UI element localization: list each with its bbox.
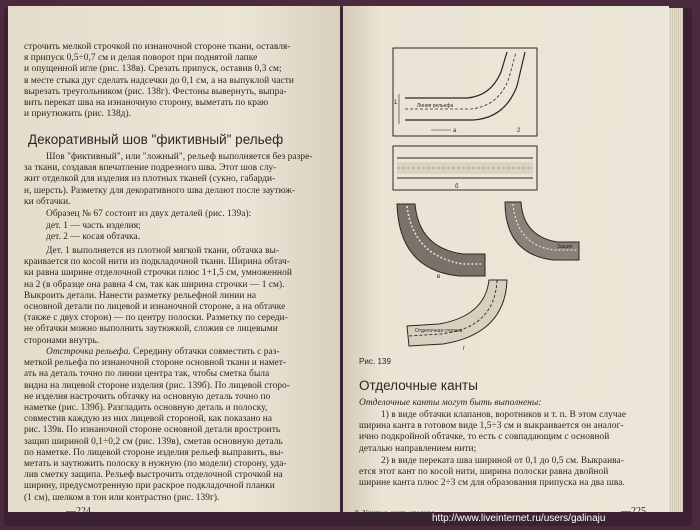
detail-list	[46, 221, 141, 243]
text-line: наметке (рис. 139б). Разгладить основную деталь и полоску,	[24, 403, 268, 414]
text-line: лив сметку защипа. Рельеф выстрочить отделочной строчкой на	[24, 470, 283, 481]
figure-139b	[391, 144, 539, 192]
text-line: строчить мелкой строчкой по изнаночной стороне ткани, оставля-	[24, 42, 291, 52]
text-line: видна на лицевой стороне изделия (рис. 139б). По лицевой сторо-	[24, 380, 290, 391]
text-line: ать на деталь точно по линии центра так, чтобы сметка была	[24, 369, 270, 380]
text-line: совместив каждую из них лицевой стороной, как показано на	[24, 414, 273, 425]
text-line: н, шерсть). Разметку для декоративного шва делают после заутюж-	[24, 185, 296, 196]
intro-paragraph	[24, 42, 324, 120]
kanty-item-1	[359, 410, 659, 455]
text-line: в месте стыка дуг сделать надсечки до 0,1 см, а на выпуклой части	[24, 75, 294, 86]
text-line: Выкроить детали. Нанести разметку рельефной линии на	[24, 290, 257, 301]
text-line: дет. 2 — косая обтачка.	[46, 232, 141, 243]
text-line: меткой рельефа по изнаночной стороне основной ткани и намет-	[24, 358, 287, 369]
sample-line: Образец № 67 состоит из двух деталей (рис. 139а):	[46, 209, 252, 219]
text-line: я припуск 0,5÷0,7 см и делая поворот при поднятой лапке	[24, 53, 258, 64]
page-edges	[669, 8, 683, 512]
figure-label-zaship: Защип	[557, 244, 573, 250]
text-line: ично подкройной обтачке, то есть с совпадающим с основной	[359, 432, 610, 443]
text-line: на 2 (в образце она равна 4 см, так как ширина строчки — 1 см).	[24, 279, 285, 290]
section-heading: Декоративный шов "фиктивный" рельеф	[28, 132, 284, 147]
text-line: основной детали по лицевой и изнаночной стороне, а на обтачке	[24, 302, 286, 313]
text-line: дет. 1 — часть изделия;	[46, 221, 141, 231]
body-paragraph	[24, 152, 324, 208]
text-line: Шов "фиктивный", или "ложный", рельеф выполняется без разре-	[46, 152, 313, 162]
text-line: ки равна ширине отделочной строчки плюс 1+1,5 см, умноженной	[24, 268, 292, 279]
text-line: 2) в виде переката шва шириной от 0,1 до 0,5 см. Выкраива-	[381, 456, 624, 466]
kanty-item-2	[359, 456, 659, 490]
text-line: 1) в виде обтачки клапанов, воротников и т. п. В этом случае	[381, 410, 627, 420]
text-line: краивается по косой нити из подкладочной ткани. Ширина обтач-	[24, 257, 290, 268]
text-line: жит отделкой для изделия из плотных тканей (сукно, габарди-	[24, 174, 276, 185]
figure-label-stitch: Отделочная строчка	[415, 328, 463, 334]
page-number: —225	[621, 506, 646, 517]
figure-139v-right	[499, 198, 583, 264]
text-line: не изделия настрочить обтачку на основную деталь точно по	[24, 391, 271, 402]
text-line: метать и заутюжить полоску в нужную (по модели) сторону, уда-	[24, 459, 287, 470]
figure-mark-g: г	[463, 346, 466, 352]
figure-mark-1: 1	[394, 100, 398, 106]
section-heading-kanty: Отделочные канты	[359, 378, 478, 393]
right-page	[343, 6, 669, 517]
text-line: сторонами внутрь.	[24, 335, 100, 346]
text-line: и опущенной игле (рис. 138в). Срезать припуск, оставив 0,3 см;	[24, 64, 282, 75]
watermark-url: http://www.liveinternet.ru/users/galinaju	[432, 513, 606, 524]
text-line: (1 см), шелком в тон или контрастно (рис. 139г).	[24, 492, 220, 503]
text-line: за ткани, создавая впечатление подрезного шва. Этот шов слу-	[24, 163, 277, 174]
text-line: по наметке. По лицевой стороне изделия рельеф выправить, вы-	[24, 447, 284, 458]
footer-book-title: 8. Учитесь шить красиво	[355, 508, 435, 517]
figure-139v	[393, 198, 493, 280]
text-line: вить перекат шва на изнаночную сторону, выметать по краю	[24, 98, 269, 109]
text-line: ширине канта плюс 2÷3 см для образования припуска на два шва.	[359, 478, 625, 489]
figure-caption: Рис. 139	[359, 357, 391, 366]
text-line: защип шириной 0,1÷0,2 см (рис. 139в), сметав основную деталь	[24, 436, 283, 447]
paragraph-2	[24, 246, 324, 347]
kanty-intro: Отделочные канты могут быть выполнены:	[359, 398, 542, 408]
text-line: и приутюжить (рис. 138д).	[24, 109, 132, 120]
text-line: ширину, предусмотренную при раскрое подкладочной планки	[24, 481, 275, 492]
text-line: (также с двух сторон) — по центру полоски. Разметку по середи-	[24, 313, 288, 324]
text-line: ки обтачки.	[24, 196, 71, 207]
text-line: Дет. 1 выполняется из плотной мягкой ткани, обтачка вы-	[46, 246, 280, 256]
paragraph-3: Отстрочка рельефа. Середину обтачки совместить с раз- меткой рельефа по изнаночной стороне основной ткани и намет- ать на деталь точно по линии центра так, чтобы сметка была видна на лицевой стороне изделия (рис. 139б). По лицевой сторо- не изделия настрочить обтачку на основную деталь точно по наметке (рис. 139б). Разгладить основную деталь и полоску, совместив каждую из них лицевой стороной, как показано на рис. 139в. По изнаночной стороне основной детали вростроить защип шириной 0,1÷0,2 см (рис. 139в), сметав основную деталь по наметке. По лицевой стороне изделия рельеф выправить, вы- метать и заутюжить полоску в нужную (по модели) сторону, уда- лив сметку защипа. Рельеф выстрочить отделочной строчкой на ширину, предусмотренную при раскрое подкладочной планки (1 см), шелком в тон или контрастно (рис. 139г).	[24, 347, 324, 504]
figure-label-relief: Линия рельефа	[417, 103, 454, 109]
figure-139a	[391, 46, 539, 138]
text-line: ется этот кант по косой нити, ширина полоски равна двойной	[359, 467, 609, 478]
text-line: вырезать треугольником (рис. 138г). Фестоны вывернуть, выпра-	[24, 86, 287, 97]
figure-mark-b: б	[455, 184, 459, 190]
figure-139g	[403, 276, 511, 352]
text-line: ширина канта в готовом виде 1,5÷3 см и выкраивается он аналог-	[359, 421, 624, 432]
figure-mark-2: 2	[517, 128, 521, 134]
figure-mark-v: в	[437, 274, 441, 280]
figure-mark-a: а	[453, 128, 457, 134]
text-line: деталью направлением нити;	[359, 443, 477, 454]
text-line: рис. 139в. По изнаночной стороне основной детали вростроить	[24, 425, 281, 436]
text-line: не обтачки можно выполнить заутюжкой, сложив се лицевыми	[24, 324, 278, 335]
left-page	[8, 6, 340, 517]
page-number: —224	[66, 506, 91, 517]
